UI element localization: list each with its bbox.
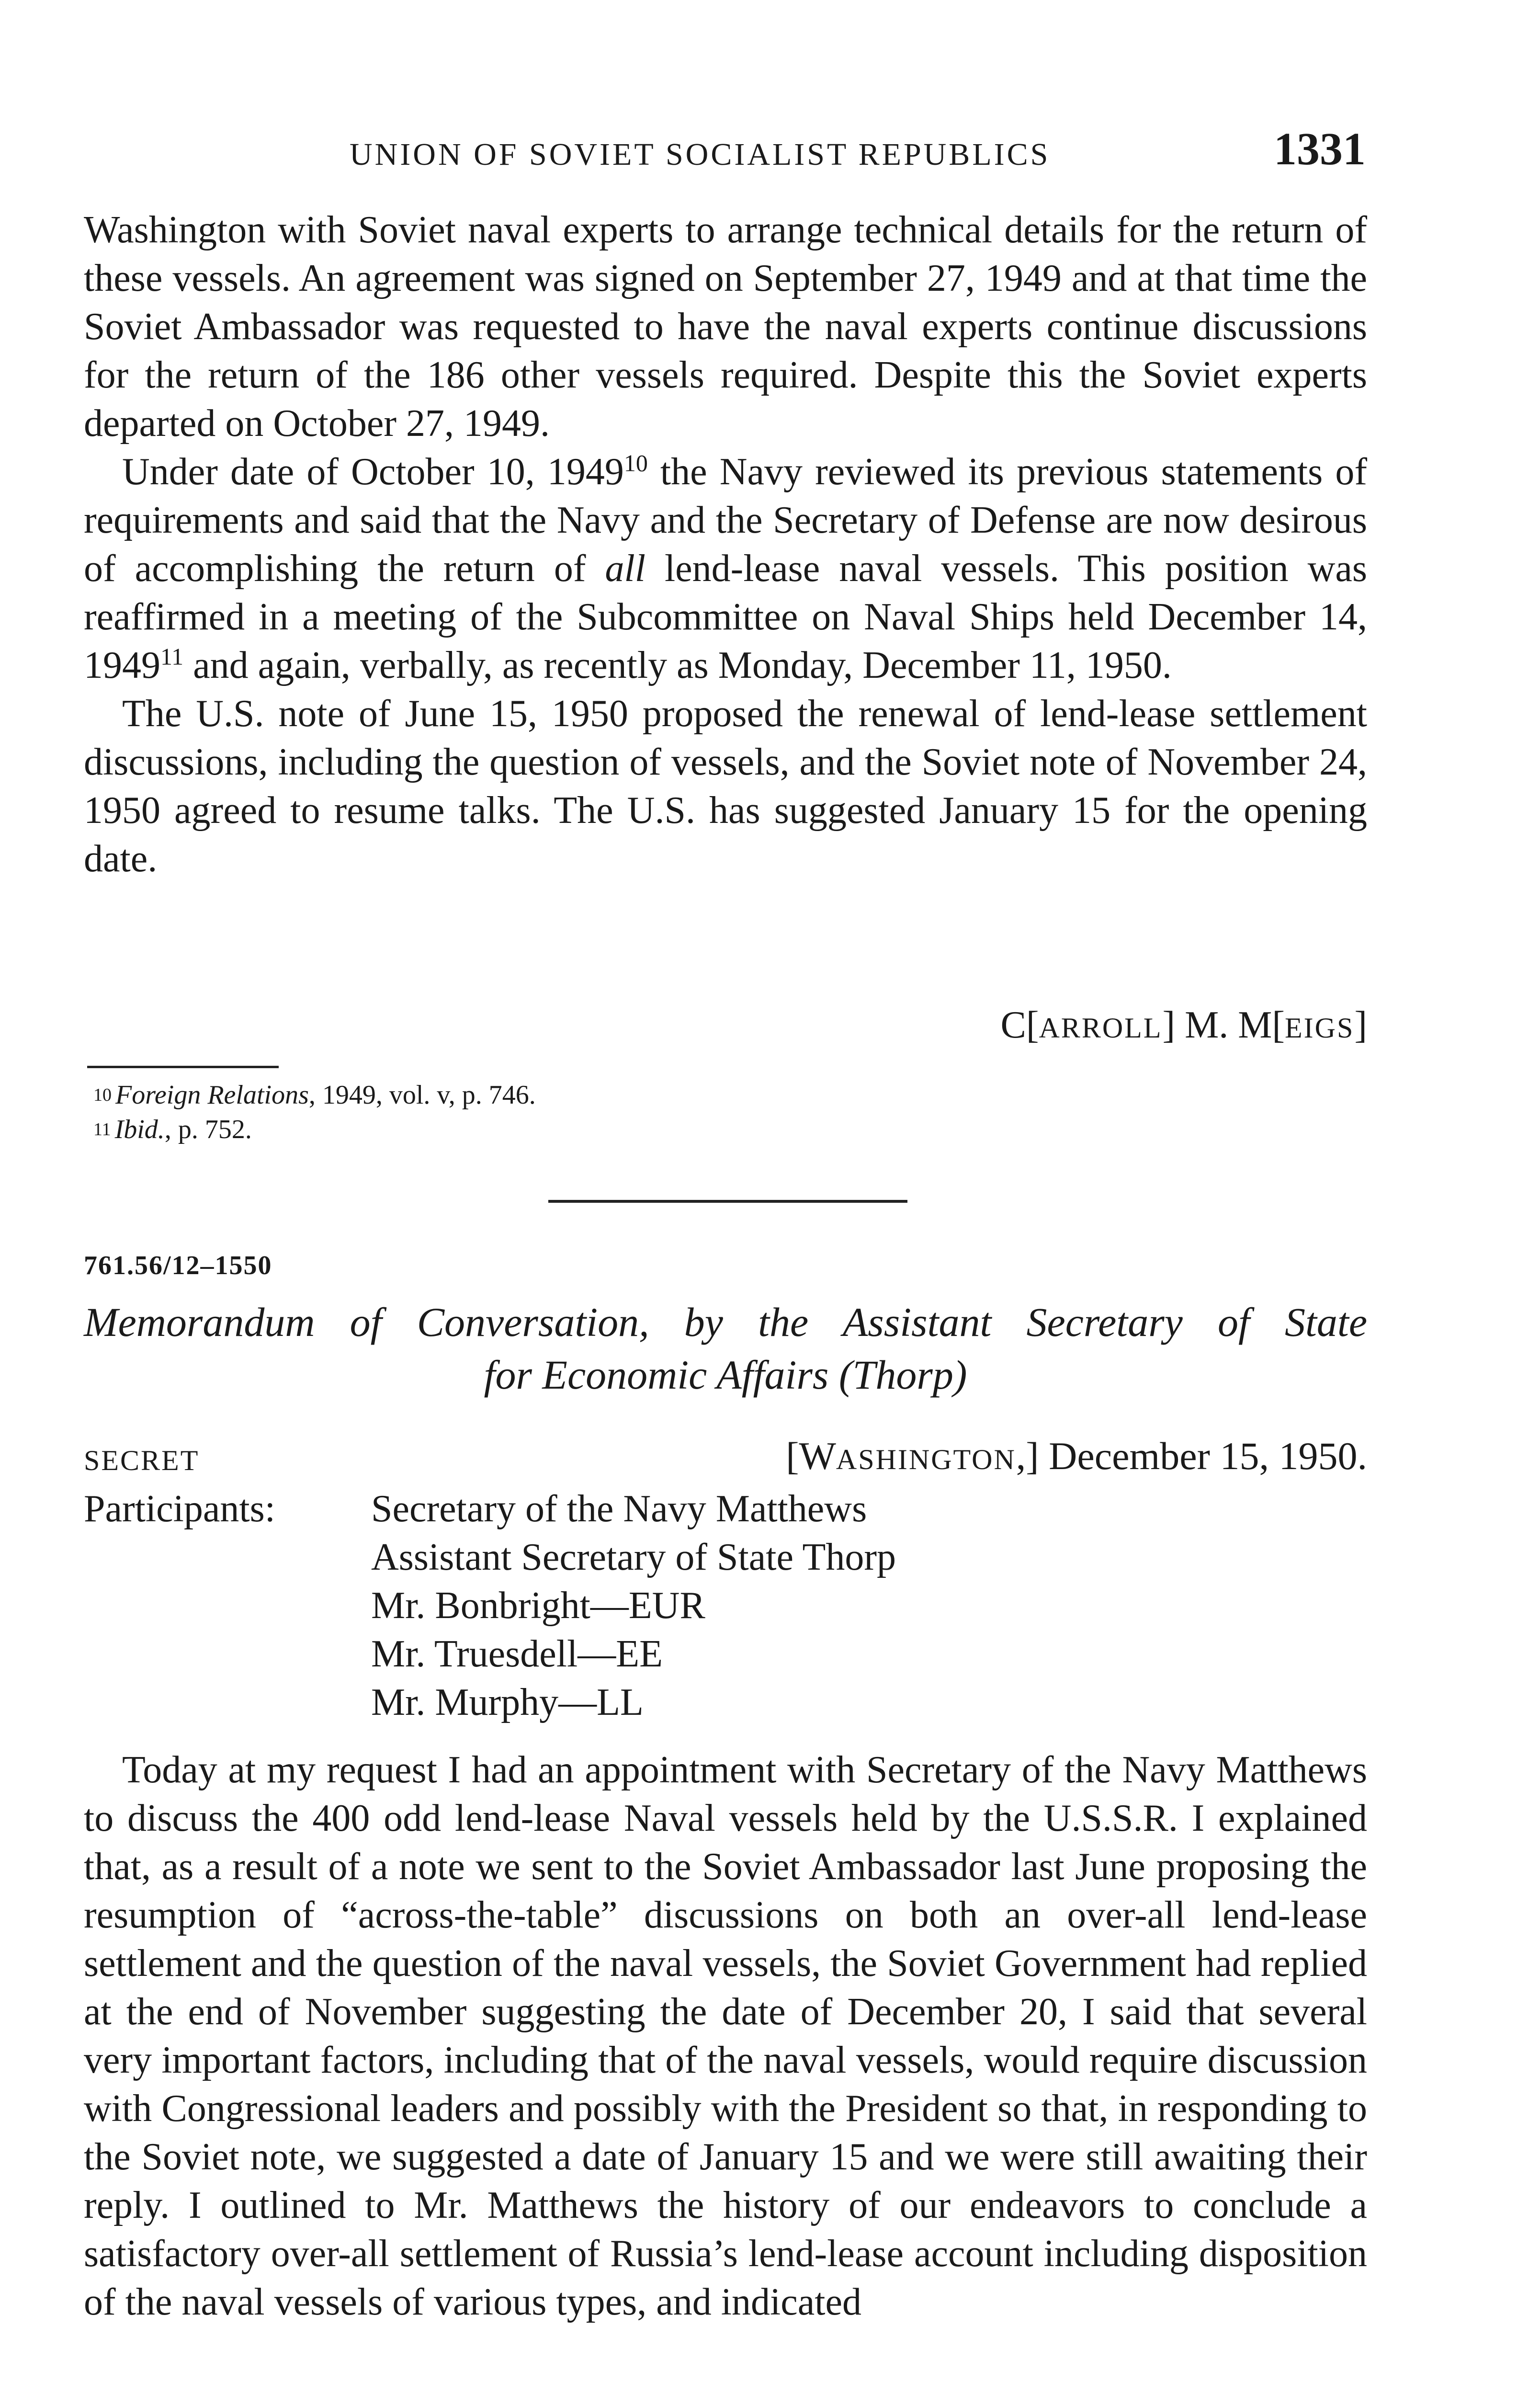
participant: Mr. Murphy—LL bbox=[371, 1681, 644, 1723]
page-header bbox=[84, 122, 1366, 184]
emphasis-all: all bbox=[605, 547, 645, 590]
running-head: UNION OF SOVIET SOCIALIST REPUBLICS bbox=[350, 137, 1051, 172]
footnote-rule bbox=[87, 1066, 279, 1068]
paragraph-memo: Today at my request I had an appointment with Secretary of the Navy Matthews to discuss the 400 odd lend-lease Naval vessels held by the U.S.S.R. I explained that, as a result of a note we sent to the Soviet Ambassador last June proposing the resumption of “across-the-table” discussions on both an over-all lend-lease settlement and the question of the naval vessels, the Soviet Government had replied at the end of November suggesting the date of December 20, I said that several very important factors, including that of the naval vessels, would require discussion with Congressional leaders and possibly with the President so that, in responding to the Soviet note, we suggested a date of January 15 and we were still awaiting their reply. I outlined to Mr. Matthews the history of our endeavors to conclude a satisfactory over-all settlement of Russia’s lend-lease account including disposition of the naval vessels of various types, and indicated bbox=[84, 1749, 1367, 2323]
file-number: 761.56/12–1550 bbox=[84, 1251, 272, 1280]
title-line-1: Memorandum of Conversation, by the Assistant Secretary of State bbox=[84, 1299, 1367, 1345]
participant: Mr. Bonbright—EUR bbox=[371, 1585, 705, 1627]
memorandum-body bbox=[84, 1746, 1367, 2327]
participant: Secretary of the Navy Matthews bbox=[371, 1488, 867, 1530]
page-number: 1331 bbox=[1274, 123, 1366, 174]
paragraph-navy-review: Under date of October 10, 1949$^{10}$ the Navy reviewed its previous statements of requirements and said that the Navy and the Secretary of Defense are now desirous of accomplishing the return of all lend-lease naval vessels. This position was reaffirmed in a meeting of the Subcommittee on Naval Ships held December 14, 1949$^{11}$ and again, verbally, as recently as Monday, December 11, 1950. bbox=[84, 449, 1368, 686]
dateline: [WASHINGTON,] December 15, 1950. bbox=[786, 1434, 1367, 1478]
footnote-ref-11: 11 bbox=[160, 643, 184, 670]
participant: Assistant Secretary of State Thorp bbox=[371, 1536, 896, 1578]
footnote-ref-10: 10 bbox=[623, 449, 648, 477]
classification-label: SECRET bbox=[84, 1445, 200, 1476]
footnote-10: $^{10}$ Foreign Relations, 1949, vol. v, p. 746. bbox=[93, 1080, 536, 1110]
participant: Mr. Truesdell—EE bbox=[371, 1633, 663, 1675]
section-divider bbox=[548, 1200, 907, 1203]
footnote-11: $^{11}$ Ibid., p. 752. bbox=[93, 1115, 252, 1144]
title-line-2: for Economic Affairs (Thorp) bbox=[484, 1352, 967, 1398]
paragraph-continued: Washington with Soviet naval experts to arrange technical details for the return of these vessels. An agreement was signed on September 27, 1949 and at that time the Soviet Ambassador was requested to have the naval experts continue discussions for the return of the 186 other vessels required. Despite this the Soviet experts departed on October 27, 1949. bbox=[84, 209, 1367, 445]
continuation-text bbox=[84, 206, 1367, 883]
participants-label: Participants: bbox=[84, 1488, 275, 1530]
signature: C[ARROLL] M. M[EIGS] bbox=[1000, 1004, 1367, 1046]
document-title bbox=[84, 1296, 1367, 1401]
footnotes bbox=[93, 1078, 536, 1147]
paragraph-us-note: The U.S. note of June 15, 1950 proposed the renewal of lend-lease settlement discussions, including the question of vessels, and the Soviet note of November 24, 1950 agreed to resume talks. The U.S. has suggested January 15 for the opening date. bbox=[84, 693, 1367, 880]
participants-list bbox=[371, 1485, 896, 1727]
